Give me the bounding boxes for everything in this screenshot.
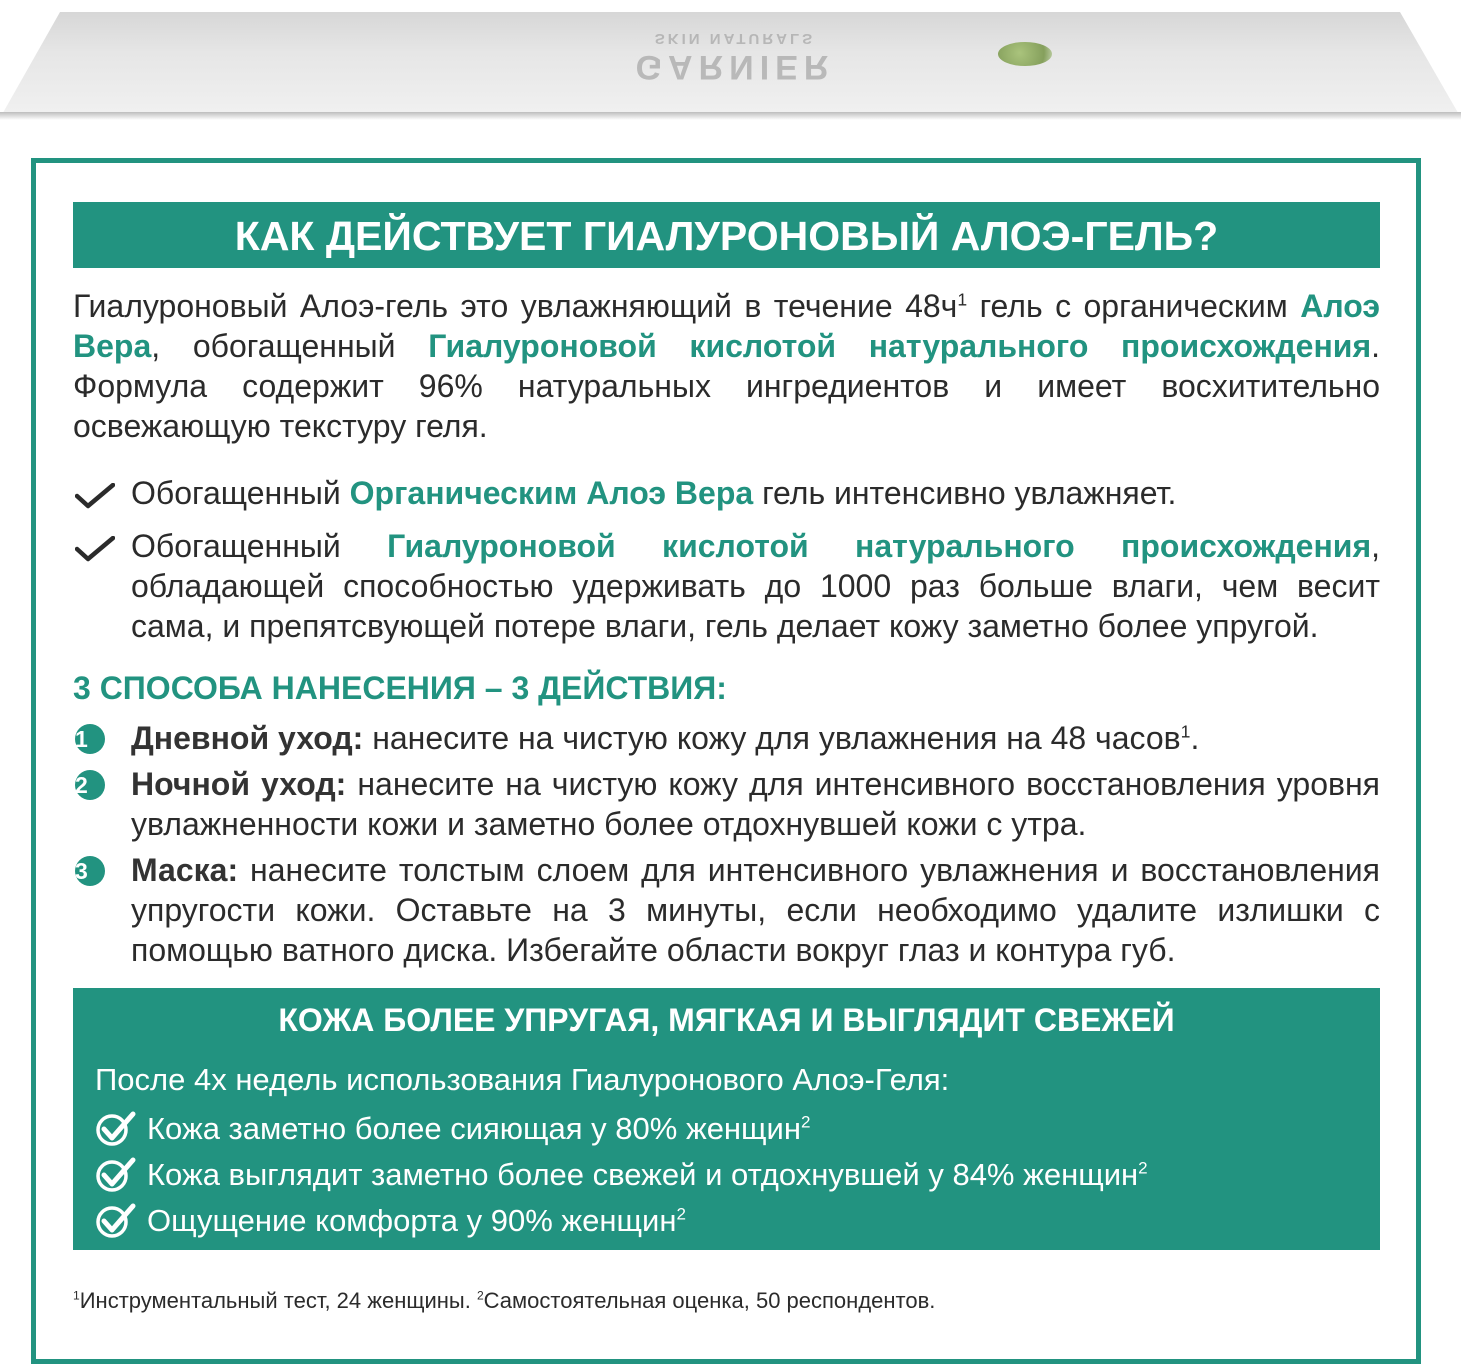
benefit-text: , обладающей способностью удерживать до 1000 раз больше влаги, чем весит сама, и препятсвующей потере влаги, гель делает кожу заметно более упругой. [131, 528, 1380, 644]
package-edge [0, 112, 1461, 120]
benefits-list [73, 473, 1380, 659]
leaf-logo-icon [998, 42, 1052, 66]
highlight-aloe: Алоэ Вера [73, 288, 1381, 364]
result-text: Кожа выглядит заметно более свежей и отдохнувшей у 84% женщин [147, 1157, 1139, 1192]
number-badge-icon: 1 [75, 724, 105, 754]
result-text: Кожа заметно более сияющая у 80% женщин [147, 1111, 801, 1146]
highlight-hyaluronic: Гиалуроновой кислотой натурального происхождения [428, 328, 1372, 364]
check-circle-icon [95, 1157, 137, 1193]
intro-text: Гиалуроновый Алоэ-гель это увлажняющий в течение 48ч [73, 288, 958, 324]
check-circle-icon [95, 1203, 137, 1239]
step-item [73, 764, 1380, 844]
step-label: Ночной уход: [131, 766, 347, 802]
check-circle-icon [95, 1111, 137, 1147]
footnote-text: Инструментальный тест, 24 женщины. [79, 1288, 477, 1313]
benefit-highlight: Органическим Алоэ Вера [349, 475, 754, 511]
step-text: нанесите толстым слоем для интенсивного увлажнения и восстановления упругости кожи. Оставьте на 3 минуты, если необходимо удалите излишки с помощью ватного диска. Избегайте области вокруг глаз и контура губ. [131, 852, 1380, 968]
footnote-ref: 2 [1138, 1158, 1148, 1178]
step-label: Дневной уход: [131, 720, 364, 756]
footnote-marker: 2 [476, 1288, 484, 1303]
intro-text: , обогащенный [151, 328, 429, 364]
result-item [95, 1198, 1148, 1244]
step-item [73, 718, 1380, 758]
brand-name: GARNIER [635, 48, 835, 86]
step-label: Маска: [131, 852, 239, 888]
section-heading: 3 СПОСОБА НАНЕСЕНИЯ – 3 ДЕЙСТВИЯ: [73, 670, 727, 706]
brand-subname: SKIN NATURALS [654, 30, 816, 47]
footnote-ref: 1 [957, 289, 968, 310]
benefit-highlight: Гиалуроновой кислотой натурального происхождения [387, 528, 1372, 564]
check-icon [75, 536, 115, 562]
check-icon [75, 483, 115, 509]
step-item [73, 850, 1380, 970]
benefit-text: Обогащенный [131, 528, 388, 564]
results-title: КОЖА БОЛЕЕ УПРУГАЯ, МЯГКАЯ И ВЫГЛЯДИТ СВЕЖЕЙ [278, 1002, 1175, 1038]
footnote-ref: 1 [1180, 721, 1191, 742]
footnote-text: Самостоятельная оценка, 50 респондентов. [483, 1288, 936, 1313]
footnotes [73, 1286, 935, 1316]
step-text: нанесите на чистую кожу для интенсивного восстановления уровня увлажненности кожи и заметно более отдохнувшей кожи с утра. [131, 766, 1381, 842]
result-item [95, 1152, 1148, 1198]
step-text: нанесите на чистую кожу для увлажнения на 48 часов [363, 720, 1181, 756]
benefit-item [73, 526, 1380, 646]
results-panel [73, 988, 1380, 1250]
footnote-ref: 2 [801, 1112, 811, 1132]
result-text: Ощущение комфорта у 90% женщин [147, 1203, 677, 1238]
footnote-ref: 2 [676, 1204, 686, 1224]
number-badge-icon: 3 [75, 856, 105, 886]
benefit-text: Обогащенный [131, 475, 350, 511]
result-item [95, 1106, 1148, 1152]
benefit-text: гель интенсивно увлажняет. [753, 475, 1177, 511]
intro-paragraph [73, 286, 1380, 446]
footnote-marker: 1 [73, 1288, 80, 1303]
benefit-item [73, 473, 1380, 513]
number-badge-icon: 2 [75, 770, 105, 800]
page-title: КАК ДЕЙСТВУЕТ ГИАЛУРОНОВЫЙ АЛОЭ-ГЕЛЬ? [73, 202, 1380, 268]
steps-list [73, 718, 1380, 976]
intro-text: гель с органическим [967, 288, 1301, 324]
brand-logo-mirrored [405, 26, 1065, 86]
step-text: . [1190, 720, 1200, 756]
results-list [95, 1106, 1148, 1244]
results-lead: После 4х недель использования Гиалуронового Алоэ-Геля: [95, 1062, 950, 1097]
intro-text: . Формула содержит 96% натуральных ингредиентов и имеет восхитительно освежающую текстуру геля. [73, 328, 1381, 444]
